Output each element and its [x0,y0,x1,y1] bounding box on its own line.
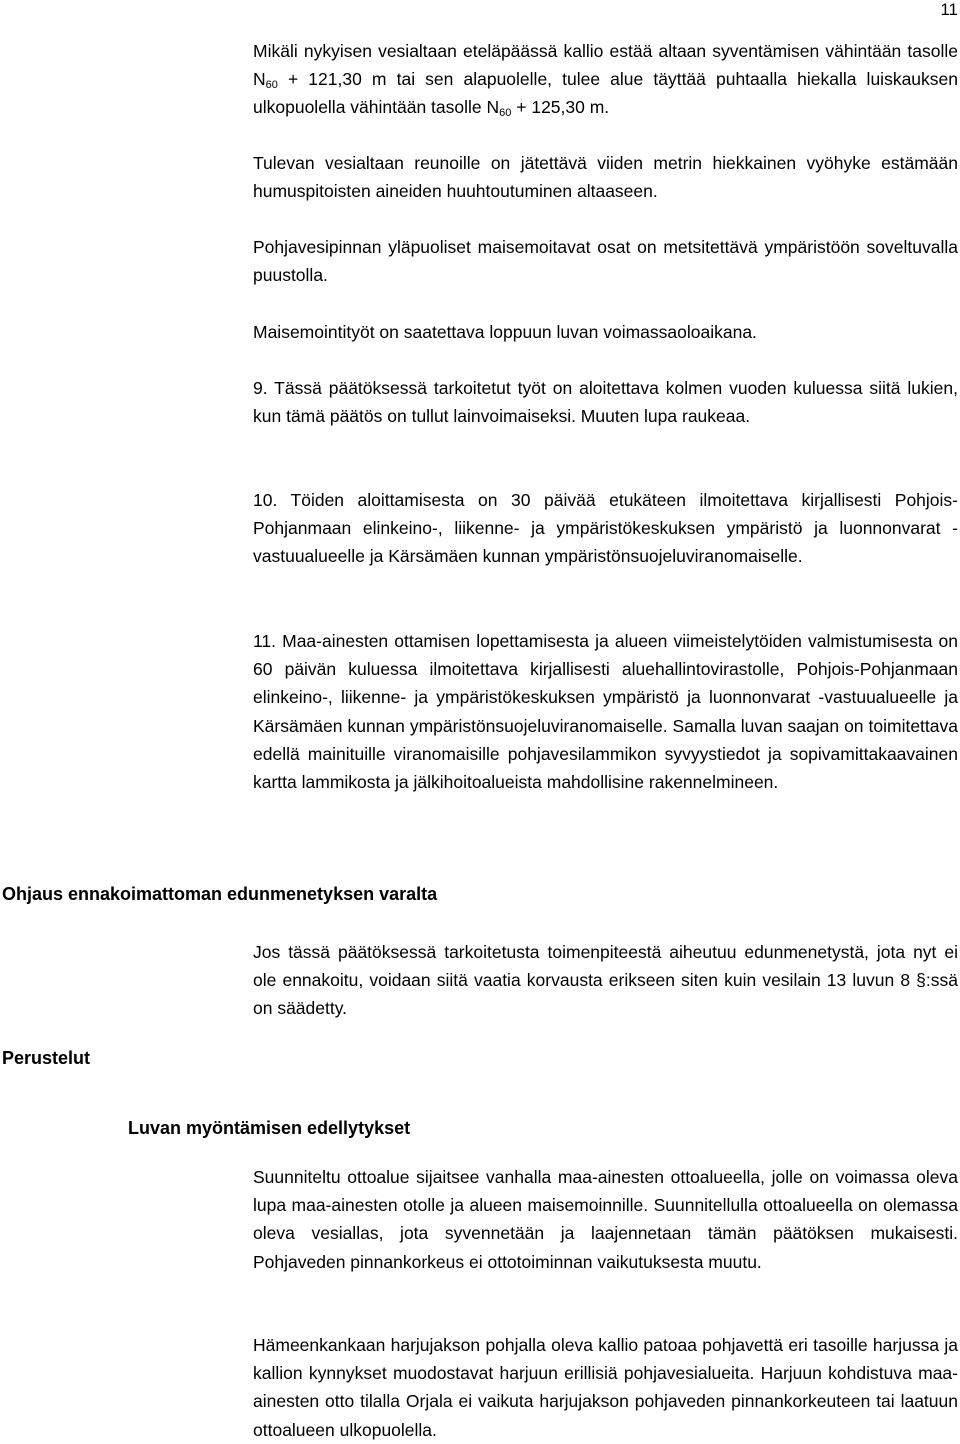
subscript: 60 [499,107,512,120]
paragraph-extraction-area: Suunniteltu ottoalue sijaitsee vanhalla maa-ainesten ottoalueella, jolle on voimassa oleva lupa maa-ainesten otolle ja alueen maisemoinnille. Suunnitellulla ottoalueella on olemassa oleva vesiallas, jota syvennetään ja laajennetaan tämän päätöksen mukaisesti. Pohjaveden pinnankorkeus ei ottotoiminnan vaikutuksesta muutu. [253,1167,958,1272]
paragraph-text: + 121,30 m tai sen alapuolelle, tulee alue täyttää puhtaalla hiekalla luiskauksen ulkopuolella vähintään tasolle N [253,69,958,118]
paragraph-condition-9: 9. Tässä päätöksessä tarkoitetut työt on aloitettava kolmen vuoden kuluessa siitä lukien, kun tämä päätös on tullut lainvoimaiseksi. Muuten lupa raukeaa. [253,378,958,427]
heading-permit-conditions: Luvan myöntämisen edellytykset [128,1118,411,1138]
paragraph-groundwater: Hämeenkankaan harjujakson pohjalla oleva kallio patoaa pohjavettä eri tasoille harjussa ja kallion kynnykset muodostavat harjuun erillisiä pohjavesialueita. Harjuun kohdistuva maa-ainesten otto tilalla Orjala ei vaikuta harjujakson pohjaveden pinnankorkeuteen tai laatuun ottoalueen ulkopuolella. [253,1335,958,1440]
heading-compensation: Ohjaus ennakoimattoman edunmenetyksen varalta [2,884,438,904]
paragraph-landscaping-deadline: Maisemointityöt on saatettava loppuun luvan voimassaoloaikana. [253,322,757,342]
paragraph-sand-zone: Tulevan vesialtaan reunoille on jätettävä viiden metrin hiekkainen vyöhyke estämään humuspitoisten aineiden huuhtoutuminen altaaseen. [253,153,958,202]
paragraph-condition-10: 10. Töiden aloittamisesta on 30 päivää etukäteen ilmoitettava kirjallisesti Pohjois-Pohjanmaan elinkeino-, liikenne- ja ympäristökeskuksen ympäristö ja luonnonvarat -vastuualueelle ja Kärsämäen kunnan ympäristönsuojeluviranomaiselle. [253,490,958,567]
paragraph-text: Mikäli nykyisen vesialtaan eteläpäässä kallio estää altaan syventämisen vähintään tasolle N [253,41,958,90]
paragraph-compensation: Jos tässä päätöksessä tarkoitetusta toimenpiteestä aiheutuu edunmenetystä, jota nyt ei ole ennakoitu, voidaan siitä vaatia korvausta erikseen siten kuin vesilain 13 luvun 8 §:ssä on säädetty. [253,942,958,1019]
paragraph-afforestation: Pohjavesipinnan yläpuoliset maisemoitavat osat on metsitettävä ympäristöön soveltuvalla puustolla. [253,237,958,286]
paragraph-text: + 125,30 m. [511,97,610,118]
paragraph-rock-filling [253,37,958,122]
page-number: 11 [940,0,958,19]
heading-reasons: Perustelut [2,1048,91,1068]
paragraph-condition-11: 11. Maa-ainesten ottamisen lopettamisesta ja alueen viimeistelytöiden valmistumisesta on 60 päivän kuluessa ilmoitettava kirjallisesti aluehallintovirastolle, Pohjois-Pohjanmaan elinkeino-, liikenne- ja ympäristökeskuksen ympäristö ja luonnonvarat -vastuualueelle ja Kärsämäen kunnan ympäristönsuojeluviranomaiselle. Samalla luvan saajan on toimitettava edellä mainituille viranomaisille pohjavesilammikon syvyystiedot ja sopivamittakaavainen kartta lammikosta ja jälkihoitoalueista mahdollisine rakennelmineen. [253,631,958,793]
subscript: 60 [265,79,278,92]
